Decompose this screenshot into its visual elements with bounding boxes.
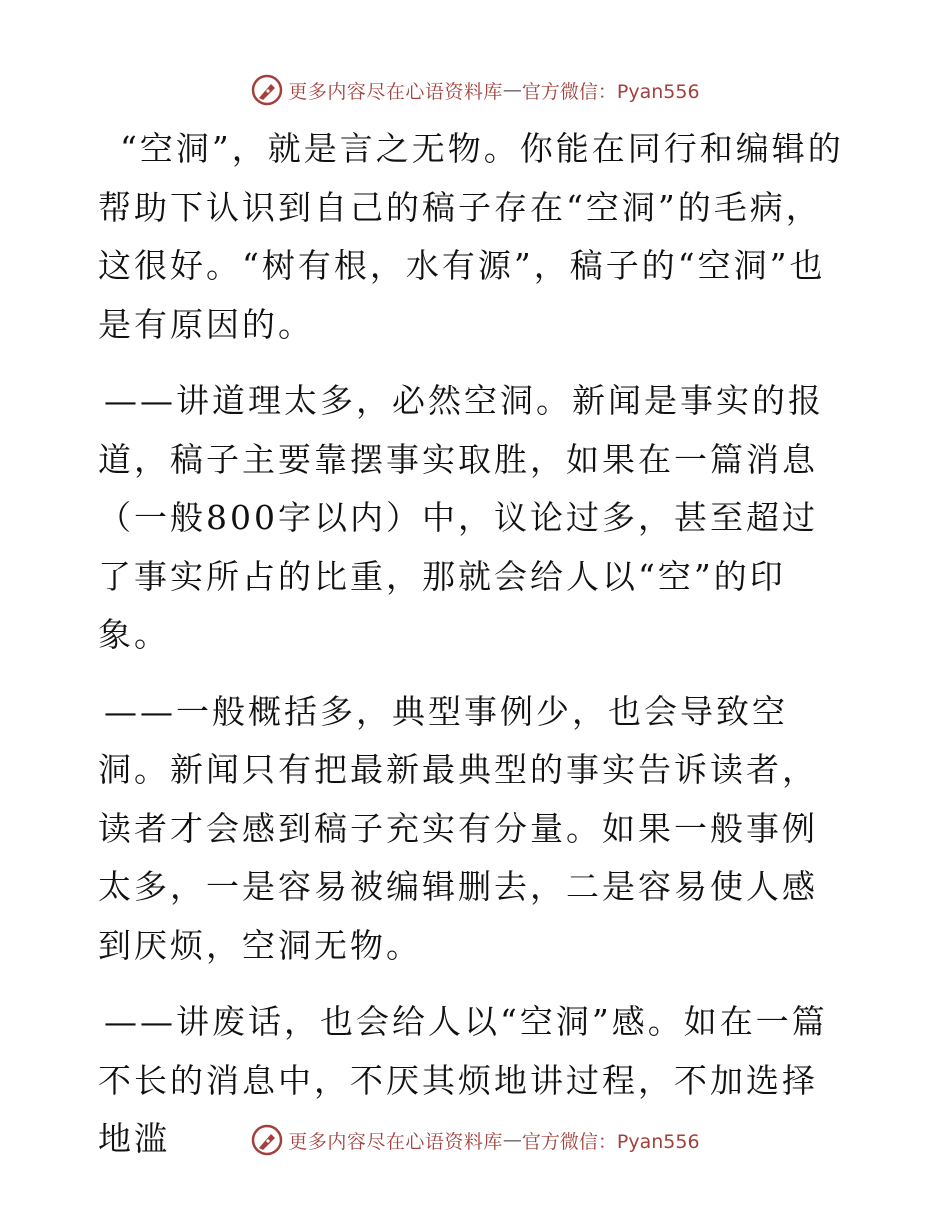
watermark-wechat-text: 官方微信：Pyan556: [521, 80, 700, 103]
pen-nib-circle-icon: [250, 73, 284, 107]
watermark-separator: —: [502, 1129, 522, 1151]
footer-watermark: [0, 1120, 950, 1160]
paragraph-4: ——讲废话，也会给人以“空洞”感。如在一篇不长的消息中，不厌其烦地讲过程，不加选择地滥: [98, 1002, 828, 1158]
paragraph-1: “空洞”，就是言之无物。你能在同行和编辑的帮助下认识到自己的稿子存在“空洞”的毛病，这很好。“树有根，水有源”，稿子的“空洞”也是有原因的。: [98, 129, 844, 344]
watermark-brand-text: 更多内容尽在心语资料库: [288, 80, 503, 103]
paragraph-2: ——讲道理太多，必然空洞。新闻是事实的报道，稿子主要靠摆事实取胜，如果在一篇消息（一般800字以内）中，议论过多，甚至超过了事实所占的比重，那就会给人以“空”的印象。: [98, 381, 824, 654]
header-watermark: [0, 70, 950, 110]
document-body: [98, 120, 850, 1187]
watermark-wechat-text: 官方微信：Pyan556: [521, 1130, 700, 1153]
paragraph-3: ——一般概括多，典型事例少，也会导致空洞。新闻只有把最新最典型的事实告诉读者，读者才会感到稿子充实有分量。如果一般事例太多，一是容易被编辑删去，二是容易使人感到厌烦，空洞无物。: [98, 691, 818, 965]
watermark-brand-text: 更多内容尽在心语资料库: [288, 1130, 503, 1153]
watermark-separator: —: [502, 79, 522, 101]
pen-nib-circle-icon: [250, 1123, 284, 1157]
